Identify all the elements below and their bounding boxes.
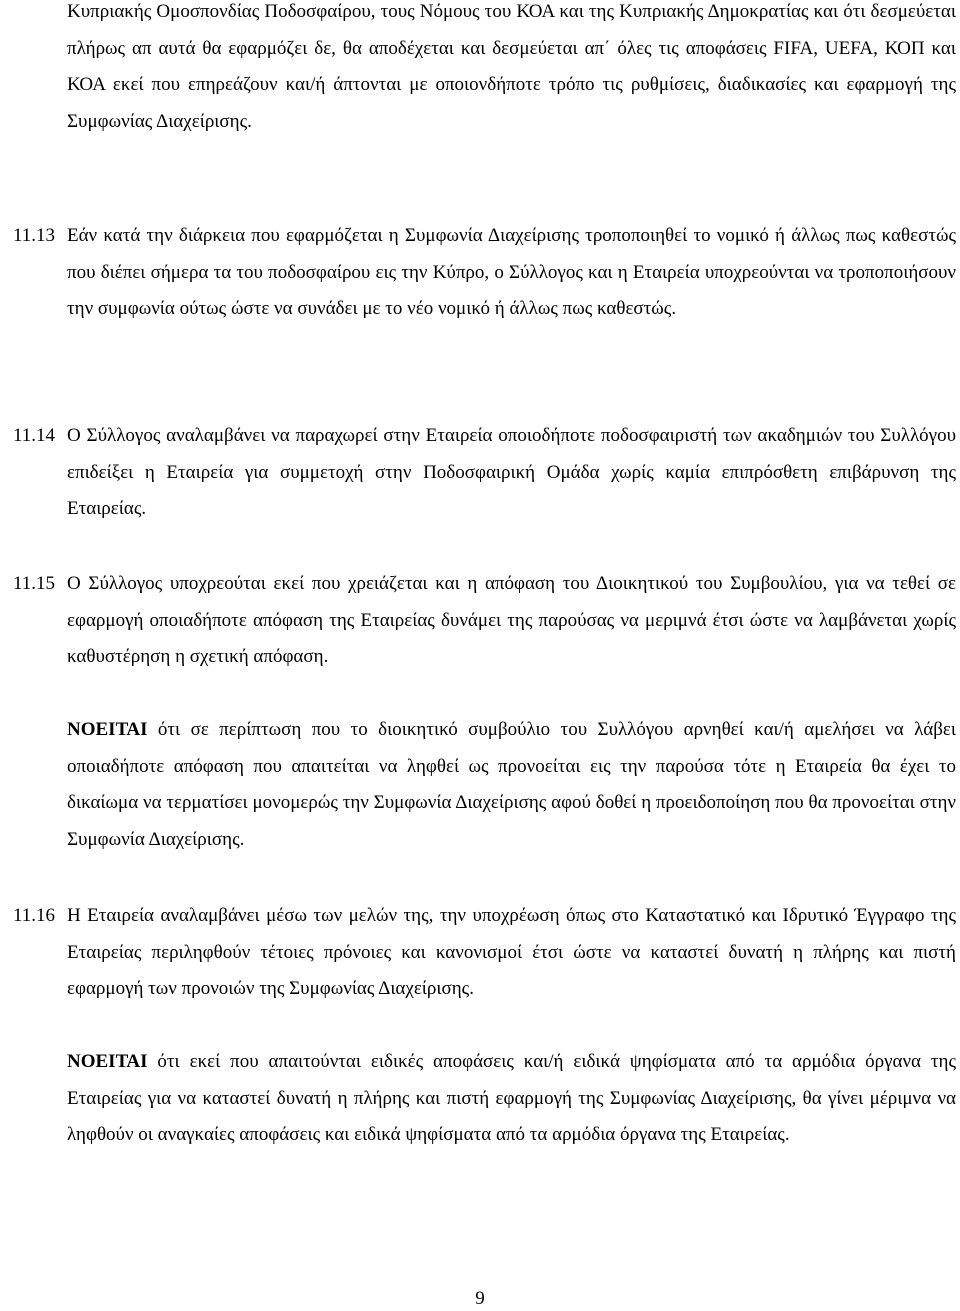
clause-number: 11.14: [13, 425, 56, 446]
page-number: 9: [475, 1288, 485, 1309]
clause-text: Εάν κατά την διάρκεια που εφαρμόζεται η Συμφωνία Διαχείρισης τροποποιηθεί το νομικό ή άλλως πως καθεστώς που διέπει σήμερα τα του ποδοσφαίρου εις την Κύπρο, ο Σύλλογος και η Εταιρεία υποχρεούνται να τροποποιήσουν την συμφωνία ούτως ώστε να συνάδει με το νέο νομικό ή άλλως πως καθεστώς.: [67, 225, 956, 319]
note-paragraph-2: [67, 1044, 956, 1154]
note-paragraph-1: [67, 712, 956, 858]
note-text: ότι σε περίπτωση που το διοικητικό συμβούλιο του Συλλόγου αρνηθεί και/ή αμελήσει να λάβει οποιαδήποτε απόφαση που απαιτείται να ληφθεί ως προνοείται εις την παρούσα τότε η Εταιρεία θα έχει το δικαίωμα να τερματίσει μονομερώς την Συμφωνία Διαχείρισης αφού δοθεί η προειδοποίηση που θα προνοείται στην Συμφωνία Διαχείρισης.: [67, 719, 956, 850]
clause-text: Η Εταιρεία αναλαμβάνει μέσω των μελών της, την υποχρέωση όπως στο Καταστατικό και Ιδρυτικό Έγγραφο της Εταιρείας περιληφθούν τέτοιες πρόνοιες και κανονισμοί έτσι ώστε να καταστεί δυνατή η πλήρης και πιστή εφαρμογή των προνοιών της Συμφωνίας Διαχείρισης.: [67, 905, 956, 999]
intro-paragraph: Κυπριακής Ομοσπονδίας Ποδοσφαίρου, τους Νόμους του ΚΟΑ και της Κυπριακής Δημοκρατίας και ότι δεσμεύεται πλήρως απ αυτά θα εφαρμόζει δε, θα αποδέχεται και δεσμεύεται απ΄ όλες τις αποφάσεις FIFA, UEFA, ΚΟΠ και ΚΟΑ εκεί που επηρεάζουν και/ή άπτονται με οποιονδήποτε τρόπο τις ρυθμίσεις, διαδικασίες και εφαρμογή της Συμφωνίας Διαχείρισης.: [67, 1, 956, 132]
clause-number: 11.13: [13, 225, 56, 246]
clause-text: Ο Σύλλογος υποχρεούται εκεί που χρειάζεται και η απόφαση του Διοικητικού του Συμβουλίου, για να τεθεί σε εφαρμογή οποιαδήποτε απόφαση της Εταιρείας δυνάμει της παρούσας να μεριμνά έτσι ώστε να λαμβάνεται χωρίς καθυστέρηση η σχετική απόφαση.: [67, 573, 956, 667]
clause-text: Ο Σύλλογος αναλαμβάνει να παραχωρεί στην Εταιρεία οποιοδήποτε ποδοσφαιριστή των ακαδημιών του Συλλόγου επιδείξει η Εταιρεία για συμμετοχή στην Ποδοσφαιρική Ομάδα χωρίς καμία επιπρόσθετη επιβάρυνση της Εταιρείας.: [67, 425, 956, 519]
note-label: ΝΟΕΙΤΑΙ: [67, 1051, 148, 1072]
note-label: ΝΟΕΙΤΑΙ: [67, 719, 148, 740]
note-text: ότι εκεί που απαιτούνται ειδικές αποφάσεις και/ή ειδικά ψηφίσματα από τα αρμόδια όργανα της Εταιρείας για να καταστεί δυνατή η πλήρης και πιστή εφαρμογή της Συμφωνίας Διαχείρισης, θα γίνει μέριμνα να ληφθούν οι αναγκαίες αποφάσεις και ειδικά ψηφίσματα από τα αρμόδια όργανα της Εταιρείας.: [67, 1051, 956, 1145]
clause-number: 11.16: [13, 905, 56, 926]
clause-number: 11.15: [13, 573, 56, 594]
